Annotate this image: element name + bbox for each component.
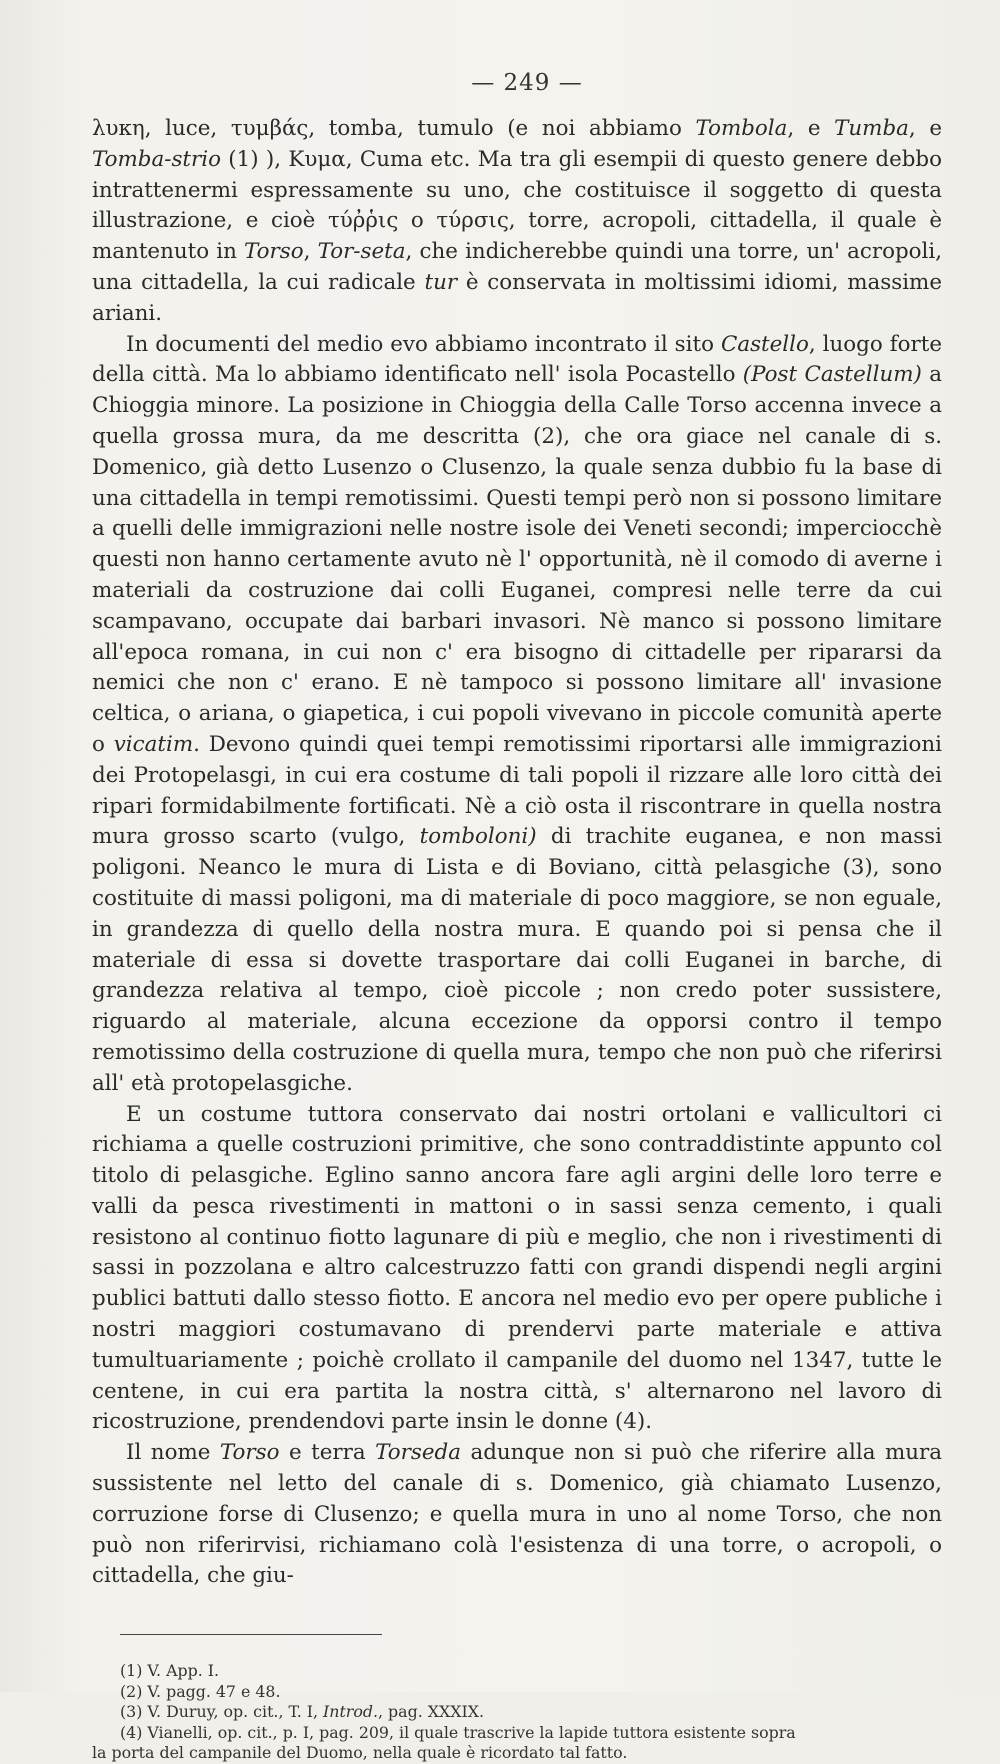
- paragraph-3: [92, 1100, 942, 1439]
- footnote-3: [92, 1702, 942, 1723]
- footnote-4: [92, 1723, 942, 1744]
- paragraph-2-segment: . Devono quindi quei tempi remotissimi riportarsi alle immigrazioni dei Protopelasgi, in cui era costume di tali popoli il rizzare alle loro città dei ripari formidabilmente fortificati. Nè a ciò osta il riscontrare in quella nostra mura grosso scarto (vulgo,: [92, 731, 942, 850]
- footnote-segment: , pag. XXXIX.: [378, 1702, 484, 1722]
- footnote-segment: (2) V. pagg. 47 e 48.: [120, 1681, 281, 1701]
- paragraph-2: [92, 330, 942, 1100]
- body-text: [92, 114, 942, 1592]
- paragraph-1-segment: , e: [787, 116, 835, 141]
- paragraph-2-segment: tomboloni): [419, 824, 537, 850]
- paragraph-1-segment: tur: [424, 269, 458, 295]
- paragraph-2-segment: vicatim: [113, 731, 194, 757]
- footnote-segment: Introd.: [323, 1702, 379, 1722]
- footnote-divider: [120, 1634, 382, 1635]
- footnotes: [92, 1661, 942, 1764]
- footnote-segment: la porta del campanile del Duomo, nella quale è ricordato tal fatto.: [92, 1743, 628, 1763]
- paragraph-2-segment: In documenti del medio evo abbiamo incontrato il sito: [126, 331, 721, 357]
- paragraph-1-segment: Tor-seta: [317, 239, 406, 265]
- paragraph-4: [92, 1438, 942, 1592]
- paragraph-1-segment: ,: [303, 239, 318, 265]
- paragraph-4-segment: Torseda: [375, 1440, 461, 1466]
- paragraph-1-segment: Tomba-strio: [92, 146, 221, 172]
- paragraph-3-segment: E un costume tuttora conservato dai nostri ortolani e vallicultori ci richiama a quelle costruzioni primitive, che sono contraddistinte appunto col titolo di pelasgiche. Eglino sanno ancora fare agli argini delle loro terre e valli da pesca rivestimenti in mattoni o in sassi senza cemento, i quali resistono al continuo fiotto lagunare di più e meglio, che non i rivestimenti di sassi in pozzolana e altro calcestruzzo fatti con grandi dispendi negli argini publici battuti dallo stesso fiotto. E ancora nel medio evo per opere publiche i nostri maggiori costumavano di prendervi parte materiale e attiva tumultuariamente ; poichè crollato il campanile del duomo nel 1347, tutte le centene, in cui era partita la nostra città, s' alternarono nel lavoro di ricostruzione, prendendovi parte insin le donne (4).: [92, 1101, 942, 1435]
- paragraph-2-segment: Castello: [720, 331, 809, 357]
- paragraph-1-segment: (1) ), Κυμα, Cuma etc. Ma tra gli esempii di questo genere debbo intrattenermi espressamente su uno, che costituisce il soggetto di questa illustrazione, e cioè τύῤῥις o τύρσις, torre, acropoli, cittadella, il quale è mantenuto in: [92, 146, 942, 265]
- paragraph-1-segment: è conservata in moltissimi idiomi, massime ariani.: [92, 269, 942, 326]
- paragraph-2-segment: (Post Castellum): [742, 362, 922, 388]
- paragraph-4-segment: e terra: [279, 1440, 376, 1466]
- paragraph-4-segment: Torso: [219, 1440, 280, 1466]
- paragraph-1-segment: Tumba: [834, 116, 909, 141]
- paragraph-1-segment: , che indicherebbe quindi una torre, un' acropoli, una cittadella, la cui radicale: [92, 239, 942, 295]
- footnote-segment: (1) V. App. I.: [120, 1661, 220, 1681]
- footnote-segment: (4) Vianelli, op. cit., p. I, pag. 209, il quale trascrive la lapide tuttora esistente sopra: [120, 1722, 796, 1742]
- paragraph-1: [92, 114, 942, 330]
- paragraph-4-segment: adunque non si può che riferire alla mura sussistente nel letto del canale di s. Domenico, già chiamato Lusenzo, corruzione forse di Clusenzo; e quella mura in uno al nome Torso, che non può non riferirvisi, richiamano colà l'esistenza di una torre, o acropoli, o cittadella, che giu-: [92, 1440, 942, 1589]
- footnote-1: [92, 1661, 942, 1682]
- paragraph-4-segment: Il nome: [126, 1440, 220, 1466]
- paragraph-2-segment: di trachite euganea, e non massi poligoni. Neanco le mura di Lista e di Boviano, città pelasgiche (3), sono costituite di massi poligoni, ma di materiale di poco maggiore, se non eguale, in grandezza di quello della nostra mura. E quando poi si pensa che il materiale di essa si dovette trasportare dai colli Euganei in barche, di grandezza relativa al tempo, cioè piccole ; non credo poter sussistere, riguardo al materiale, alcuna eccezione da opporsi contro il tempo remotissimo della costruzione di quella mura, tempo che non può che riferirsi all' età protopelasgiche.: [92, 824, 942, 1096]
- paragraph-1-segment: , e: [908, 116, 942, 141]
- paragraph-1-segment: Tombola: [695, 116, 788, 141]
- page-number: — 249 —: [471, 70, 583, 96]
- footnote-4-continuation: [92, 1743, 942, 1764]
- footnote-2: [92, 1682, 942, 1703]
- paragraph-2-segment: , luogo forte della città. Ma lo abbiamo identificato nell' isola Pocastello: [92, 331, 942, 388]
- paragraph-2-segment: a Chioggia minore. La posizione in Chioggia della Calle Torso accenna invece a quella grossa mura, da me descritta (2), che ora giace nel canale di s. Domenico, già detto Lusenzo o Clusenzo, la quale senza dubbio fu la base di una cittadella in tempi remotissimi. Questi tempi però non si possono limitare a quelli delle immigrazioni nelle nostre isole dei Veneti secondi; imperciocchè questi non hanno certamente avuto nè l' opportunità, nè il comodo di averne i materiali da costruzione dai colli Euganei, compresi nelle terre da cui scampavano, occupate dai barbari invasori. Nè manco si possono limitare all'epoca romana, in cui non c' era bisogno di cittadelle per ripararsi da nemici che non c' erano. E nè tampoco si possono limitare all' invasione celtica, o ariana, o giapetica, i cui popoli vivevano in piccole comunità aperte o: [92, 362, 942, 757]
- paragraph-1-segment: λυκη, luce, τυμβάς, tomba, tumulo (e noi abbiamo: [92, 116, 696, 141]
- footnote-segment: (3) V. Duruy, op. cit., T. I,: [120, 1702, 324, 1722]
- paragraph-1-segment: Torso: [244, 239, 304, 265]
